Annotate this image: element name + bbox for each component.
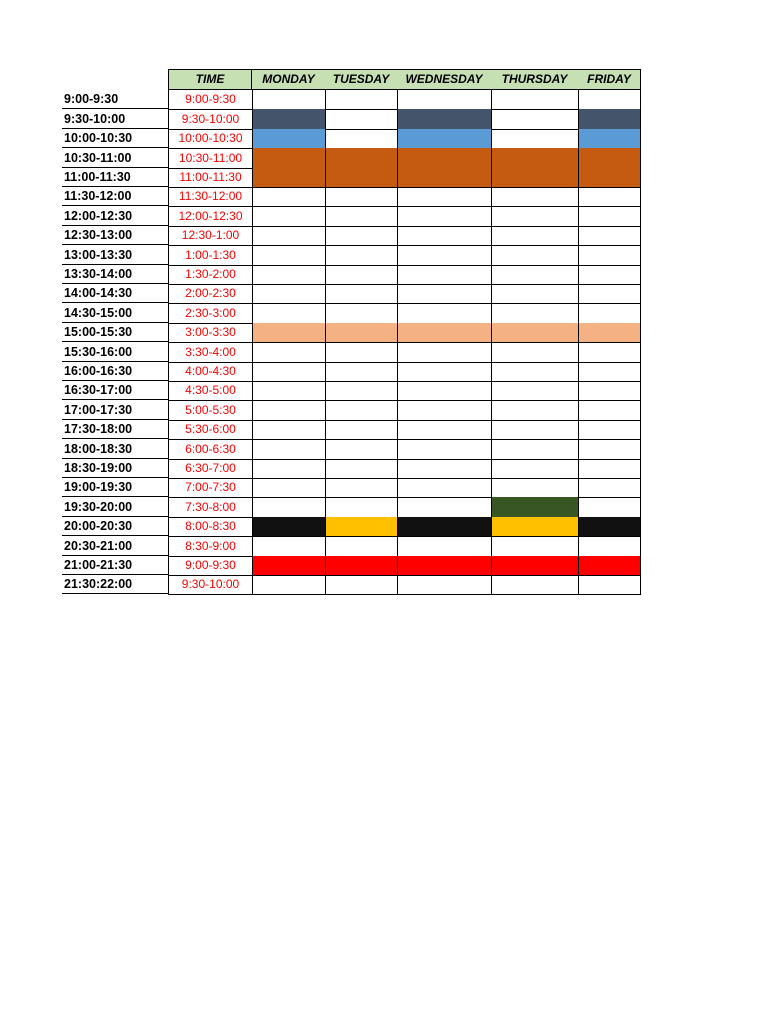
schedule-cell-wednesday[interactable] xyxy=(398,90,492,110)
schedule-cell-thursday[interactable] xyxy=(492,206,579,227)
schedule-cell-friday[interactable] xyxy=(579,381,641,401)
time-24h: 13:00-13:30 xyxy=(62,245,168,265)
schedule-cell-thursday[interactable] xyxy=(492,381,579,401)
schedule-cell-friday[interactable] xyxy=(579,148,641,169)
schedule-cell-thursday[interactable] xyxy=(492,90,579,110)
time-24h: 16:30-17:00 xyxy=(62,381,168,400)
header-day-monday[interactable]: MONDAY xyxy=(252,69,326,90)
time-24h: 21:00-21:30 xyxy=(62,556,168,575)
schedule-cell-monday[interactable] xyxy=(253,168,326,188)
schedule-cell-monday[interactable] xyxy=(253,206,326,227)
schedule-cell-monday[interactable] xyxy=(253,478,326,498)
schedule-cell-thursday[interactable] xyxy=(492,148,579,169)
schedule-cell-wednesday[interactable] xyxy=(398,245,492,266)
time-24h: 9:00-9:30 xyxy=(62,90,168,109)
time-12h: 11:00-11:30 xyxy=(168,168,253,188)
time-24h: 15:00-15:30 xyxy=(62,323,168,342)
time-12h: 10:30-11:00 xyxy=(168,148,253,169)
schedule-cell-monday[interactable] xyxy=(253,439,326,460)
schedule-cell-monday[interactable] xyxy=(253,129,326,149)
schedule-cell-friday[interactable] xyxy=(579,459,641,479)
schedule-cell-wednesday[interactable] xyxy=(398,168,492,188)
schedule-cell-friday[interactable] xyxy=(579,556,641,576)
time-12h: 12:30-1:00 xyxy=(168,226,253,246)
schedule-cell-monday[interactable] xyxy=(253,575,326,595)
schedule-cell-friday[interactable] xyxy=(579,362,641,382)
schedule-cell-wednesday[interactable] xyxy=(398,420,492,440)
time-24h: 18:00-18:30 xyxy=(62,439,168,459)
schedule-cell-wednesday[interactable] xyxy=(398,265,492,285)
schedule-cell-tuesday[interactable] xyxy=(326,497,398,518)
time-24h: 10:00-10:30 xyxy=(62,129,168,148)
schedule-cell-thursday[interactable] xyxy=(492,245,579,266)
time-24h: 20:00-20:30 xyxy=(62,517,168,536)
time-12h: 4:00-4:30 xyxy=(168,362,253,382)
schedule-cell-thursday[interactable] xyxy=(492,536,579,557)
schedule-cell-tuesday[interactable] xyxy=(326,381,398,401)
schedule-cell-friday[interactable] xyxy=(579,517,641,537)
schedule-cell-wednesday[interactable] xyxy=(398,362,492,382)
schedule-cell-thursday[interactable] xyxy=(492,303,579,324)
schedule-cell-monday[interactable] xyxy=(253,556,326,576)
schedule-cell-monday[interactable] xyxy=(253,459,326,479)
time-24h: 20:30-21:00 xyxy=(62,536,168,556)
schedule-cell-wednesday[interactable] xyxy=(398,556,492,576)
schedule-cell-monday[interactable] xyxy=(253,362,326,382)
time-24h: 10:30-11:00 xyxy=(62,148,168,168)
schedule-cell-wednesday[interactable] xyxy=(398,381,492,401)
time-24h: 11:30-12:00 xyxy=(62,187,168,206)
schedule-cell-friday[interactable] xyxy=(579,109,641,130)
schedule-cell-thursday[interactable] xyxy=(492,226,579,246)
schedule-cell-wednesday[interactable] xyxy=(398,400,492,421)
schedule-cell-friday[interactable] xyxy=(579,226,641,246)
header-day-tuesday[interactable]: TUESDAY xyxy=(325,69,398,90)
schedule-cell-friday[interactable] xyxy=(579,400,641,421)
time-12h: 8:30-9:00 xyxy=(168,536,253,557)
schedule-cell-tuesday[interactable] xyxy=(326,226,398,246)
schedule-cell-friday[interactable] xyxy=(579,575,641,595)
schedule-cell-wednesday[interactable] xyxy=(398,226,492,246)
time-24h: 19:30-20:00 xyxy=(62,497,168,517)
schedule-cell-wednesday[interactable] xyxy=(398,478,492,498)
schedule-cell-thursday[interactable] xyxy=(492,323,579,343)
schedule-cell-friday[interactable] xyxy=(579,245,641,266)
schedule-cell-monday[interactable] xyxy=(253,265,326,285)
schedule-cell-monday[interactable] xyxy=(253,420,326,440)
schedule-cell-wednesday[interactable] xyxy=(398,284,492,304)
schedule-cell-thursday[interactable] xyxy=(492,129,579,149)
time-12h: 8:00-8:30 xyxy=(168,517,253,537)
schedule-cell-tuesday[interactable] xyxy=(326,459,398,479)
schedule-cell-thursday[interactable] xyxy=(492,478,579,498)
schedule-cell-tuesday[interactable] xyxy=(326,342,398,363)
schedule-cell-monday[interactable] xyxy=(253,187,326,207)
time-24h: 17:00-17:30 xyxy=(62,400,168,420)
time-12h: 10:00-10:30 xyxy=(168,129,253,149)
schedule-cell-monday[interactable] xyxy=(253,536,326,557)
schedule-cell-tuesday[interactable] xyxy=(326,556,398,576)
schedule-cell-tuesday[interactable] xyxy=(326,168,398,188)
schedule-cell-wednesday[interactable] xyxy=(398,497,492,518)
schedule-cell-tuesday[interactable] xyxy=(326,303,398,324)
time-24h: 21:30:22:00 xyxy=(62,575,168,594)
schedule-cell-monday[interactable] xyxy=(253,497,326,518)
time-24h: 13:30-14:00 xyxy=(62,265,168,284)
schedule-cell-monday[interactable] xyxy=(253,148,326,169)
schedule-cell-wednesday[interactable] xyxy=(398,187,492,207)
time-24h: 12:00-12:30 xyxy=(62,206,168,226)
schedule-cell-monday[interactable] xyxy=(253,323,326,343)
schedule-cell-friday[interactable] xyxy=(579,497,641,518)
time-24h: 9:30-10:00 xyxy=(62,109,168,129)
schedule-cell-tuesday[interactable] xyxy=(326,148,398,169)
time-12h: 3:00-3:30 xyxy=(168,323,253,343)
schedule-cell-tuesday[interactable] xyxy=(326,439,398,460)
schedule-cell-friday[interactable] xyxy=(579,168,641,188)
header-day-friday[interactable]: FRIDAY xyxy=(578,69,641,90)
schedule-cell-thursday[interactable] xyxy=(492,284,579,304)
time-24h: 19:00-19:30 xyxy=(62,478,168,497)
schedule-cell-wednesday[interactable] xyxy=(398,206,492,227)
schedule-cell-tuesday[interactable] xyxy=(326,109,398,130)
schedule-cell-tuesday[interactable] xyxy=(326,517,398,537)
schedule-cell-tuesday[interactable] xyxy=(326,129,398,149)
time-12h: 9:00-9:30 xyxy=(168,90,253,110)
header-day-wednesday[interactable]: WEDNESDAY xyxy=(397,69,492,90)
schedule-cell-tuesday[interactable] xyxy=(326,575,398,595)
time-24h: 11:00-11:30 xyxy=(62,168,168,187)
schedule-cell-thursday[interactable] xyxy=(492,400,579,421)
time-12h: 9:30-10:00 xyxy=(168,109,253,130)
time-24h: 15:30-16:00 xyxy=(62,342,168,362)
schedule-cell-wednesday[interactable] xyxy=(398,109,492,130)
schedule-cell-wednesday[interactable] xyxy=(398,536,492,557)
time-12h: 9:30-10:00 xyxy=(168,575,253,595)
schedule-cell-wednesday[interactable] xyxy=(398,459,492,479)
time-12h: 3:30-4:00 xyxy=(168,342,253,363)
time-12h: 1:00-1:30 xyxy=(168,245,253,266)
schedule-cell-monday[interactable] xyxy=(253,381,326,401)
schedule-cell-wednesday[interactable] xyxy=(398,439,492,460)
schedule-cell-friday[interactable] xyxy=(579,129,641,149)
schedule-cell-wednesday[interactable] xyxy=(398,129,492,149)
schedule-cell-thursday[interactable] xyxy=(492,517,579,537)
time-12h: 9:00-9:30 xyxy=(168,556,253,576)
time-24h: 18:30-19:00 xyxy=(62,459,168,478)
schedule-cell-wednesday[interactable] xyxy=(398,323,492,343)
schedule-cell-thursday[interactable] xyxy=(492,109,579,130)
schedule-cell-friday[interactable] xyxy=(579,187,641,207)
time-24h: 14:00-14:30 xyxy=(62,284,168,303)
time-12h: 6:30-7:00 xyxy=(168,459,253,479)
schedule-cell-thursday[interactable] xyxy=(492,342,579,363)
time-12h: 12:00-12:30 xyxy=(168,206,253,227)
time-12h: 7:30-8:00 xyxy=(168,497,253,518)
schedule-cell-wednesday[interactable] xyxy=(398,148,492,169)
schedule-cell-thursday[interactable] xyxy=(492,439,579,460)
time-12h: 2:00-2:30 xyxy=(168,284,253,304)
schedule-cell-tuesday[interactable] xyxy=(326,284,398,304)
schedule-cell-tuesday[interactable] xyxy=(326,265,398,285)
schedule-cell-friday[interactable] xyxy=(579,303,641,324)
schedule-cell-tuesday[interactable] xyxy=(326,245,398,266)
schedule-cell-friday[interactable] xyxy=(579,342,641,363)
time-12h: 2:30-3:00 xyxy=(168,303,253,324)
schedule-cell-thursday[interactable] xyxy=(492,265,579,285)
schedule-cell-tuesday[interactable] xyxy=(326,362,398,382)
schedule-cell-monday[interactable] xyxy=(253,90,326,110)
schedule-cell-friday[interactable] xyxy=(579,536,641,557)
schedule-cell-monday[interactable] xyxy=(253,226,326,246)
schedule-cell-friday[interactable] xyxy=(579,90,641,110)
schedule-cell-wednesday[interactable] xyxy=(398,303,492,324)
schedule-cell-wednesday[interactable] xyxy=(398,575,492,595)
schedule-cell-monday[interactable] xyxy=(253,400,326,421)
schedule-cell-thursday[interactable] xyxy=(492,168,579,188)
time-24h: 14:30-15:00 xyxy=(62,303,168,323)
schedule-cell-tuesday[interactable] xyxy=(326,400,398,421)
schedule-cell-friday[interactable] xyxy=(579,420,641,440)
schedule-cell-thursday[interactable] xyxy=(492,556,579,576)
schedule-cell-thursday[interactable] xyxy=(492,459,579,479)
schedule-cell-monday[interactable] xyxy=(253,284,326,304)
schedule-cell-thursday[interactable] xyxy=(492,497,579,518)
schedule-cell-thursday[interactable] xyxy=(492,187,579,207)
schedule-cell-monday[interactable] xyxy=(253,303,326,324)
header-day-thursday[interactable]: THURSDAY xyxy=(491,69,579,90)
schedule-cell-friday[interactable] xyxy=(579,265,641,285)
schedule-cell-tuesday[interactable] xyxy=(326,420,398,440)
schedule-cell-friday[interactable] xyxy=(579,323,641,343)
schedule-cell-monday[interactable] xyxy=(253,517,326,537)
schedule-cell-friday[interactable] xyxy=(579,478,641,498)
time-12h: 7:00-7:30 xyxy=(168,478,253,498)
schedule-cell-tuesday[interactable] xyxy=(326,478,398,498)
time-12h: 1:30-2:00 xyxy=(168,265,253,285)
time-24h: 12:30-13:00 xyxy=(62,226,168,245)
schedule-cell-tuesday[interactable] xyxy=(326,187,398,207)
time-24h: 16:00-16:30 xyxy=(62,362,168,381)
schedule-cell-monday[interactable] xyxy=(253,245,326,266)
schedule-cell-thursday[interactable] xyxy=(492,362,579,382)
schedule-cell-tuesday[interactable] xyxy=(326,90,398,110)
schedule-cell-wednesday[interactable] xyxy=(398,342,492,363)
header-time[interactable]: TIME xyxy=(168,69,252,90)
schedule-cell-thursday[interactable] xyxy=(492,420,579,440)
schedule-cell-wednesday[interactable] xyxy=(398,517,492,537)
time-12h: 11:30-12:00 xyxy=(168,187,253,207)
schedule-cell-monday[interactable] xyxy=(253,342,326,363)
schedule-cell-tuesday[interactable] xyxy=(326,536,398,557)
schedule-cell-friday[interactable] xyxy=(579,206,641,227)
time-24h: 17:30-18:00 xyxy=(62,420,168,439)
schedule-cell-tuesday[interactable] xyxy=(326,323,398,343)
schedule-cell-tuesday[interactable] xyxy=(326,206,398,227)
schedule-cell-friday[interactable] xyxy=(579,284,641,304)
time-12h: 5:30-6:00 xyxy=(168,420,253,440)
schedule-cell-monday[interactable] xyxy=(253,109,326,130)
schedule-cell-friday[interactable] xyxy=(579,439,641,460)
time-12h: 5:00-5:30 xyxy=(168,400,253,421)
time-12h: 6:00-6:30 xyxy=(168,439,253,460)
schedule-cell-thursday[interactable] xyxy=(492,575,579,595)
time-12h: 4:30-5:00 xyxy=(168,381,253,401)
